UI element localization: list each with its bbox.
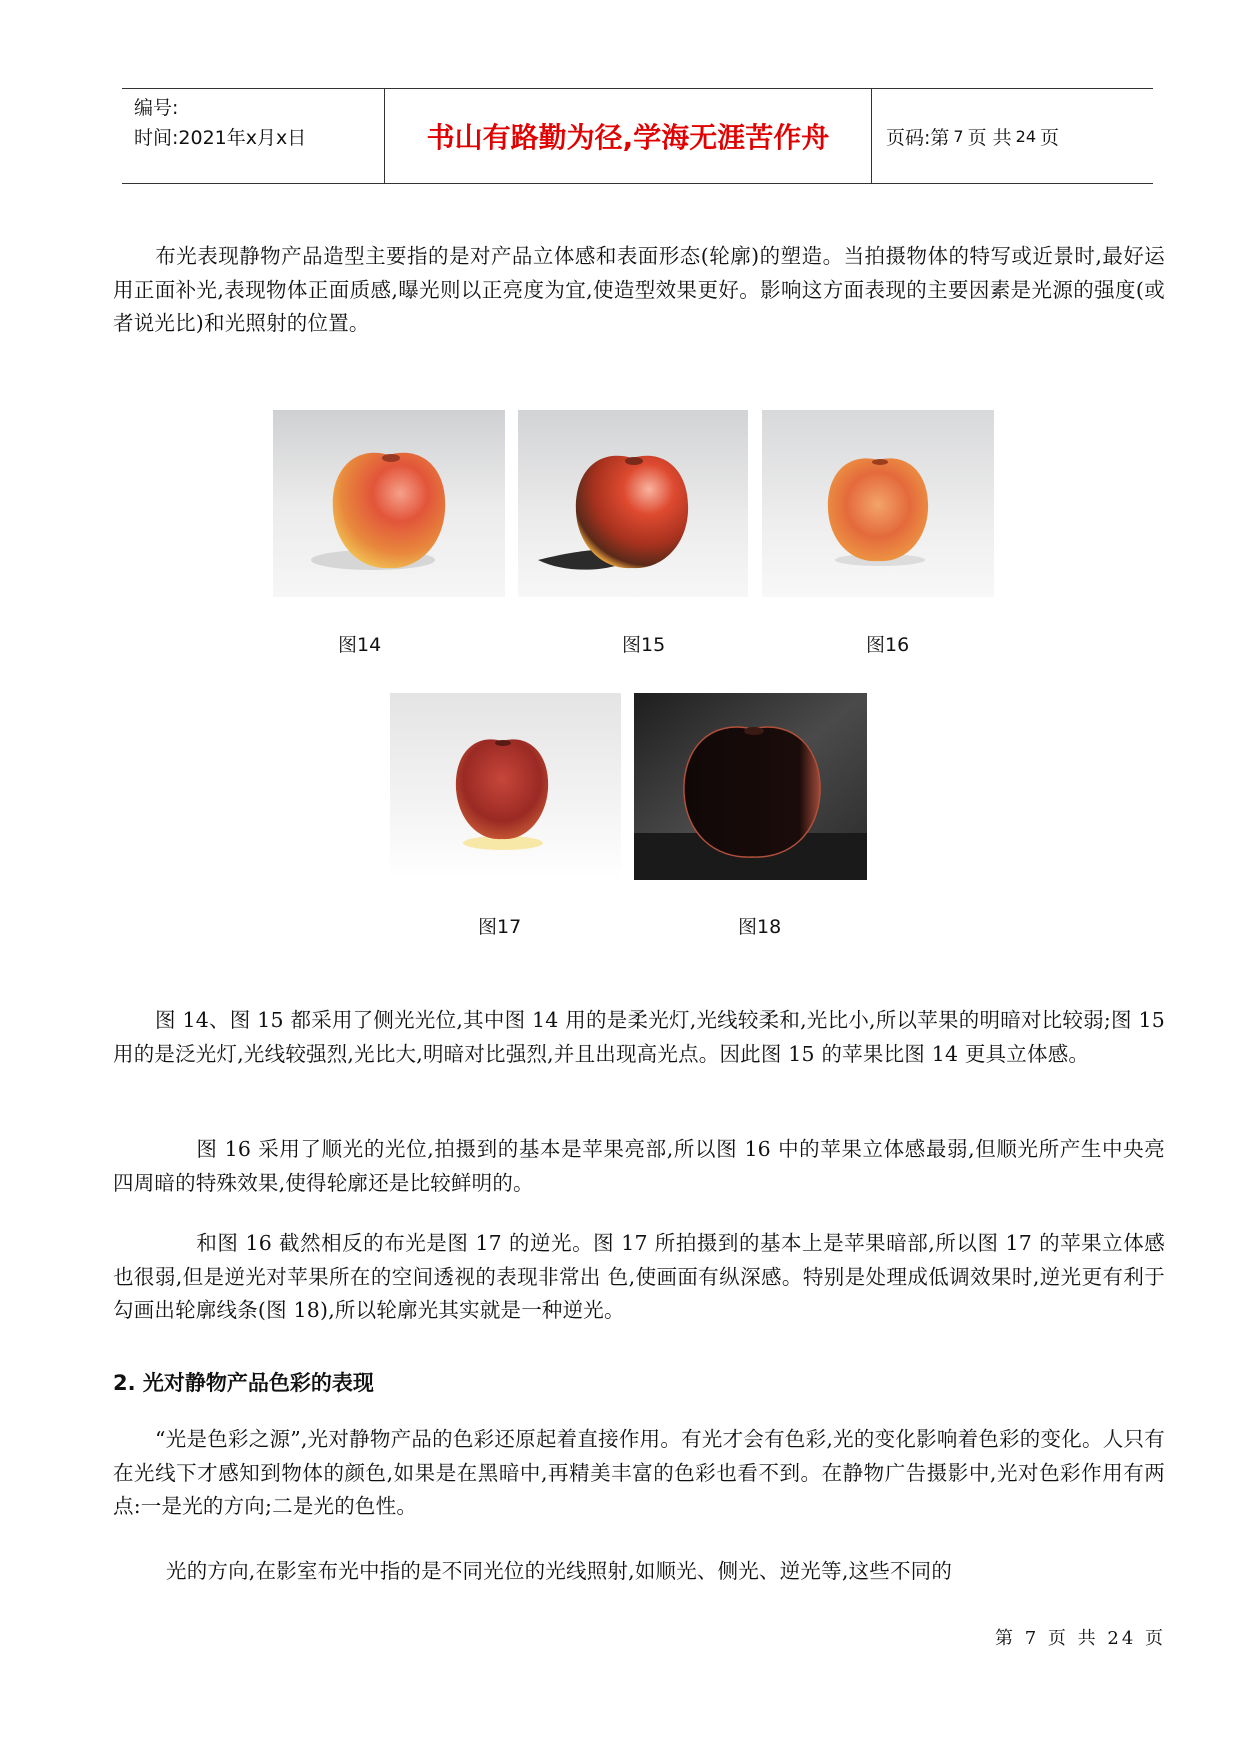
header-meta bbox=[122, 89, 384, 183]
figure-17-photo bbox=[390, 693, 621, 880]
page-total: 24 bbox=[1015, 126, 1036, 146]
page-footer: 第 7 页 共 24 页 bbox=[995, 1628, 1166, 1649]
paragraph-4-text: 和图 16 截然相反的布光是图 17 的逆光。图 17 所拍摄到的基本上是苹果暗部,所以图 17 的苹果立体感也很弱,但是逆光对苹果所在的空间透视的表现非常出 色,使画面有纵深感。特别是处理成低调效果时,逆光更有利于勾画出轮廓线条(图 18),所以轮廓光其实就是一种逆光。 bbox=[113, 1231, 1165, 1322]
time-label: 时间:2021年x月x日 bbox=[134, 127, 307, 149]
page-prefix: 页码:第 bbox=[886, 126, 950, 149]
page-mid: 页 共 bbox=[967, 126, 1012, 149]
paragraph-1 bbox=[113, 240, 1165, 341]
figure-17-caption: 图17 bbox=[478, 916, 522, 938]
paragraph-3 bbox=[113, 1133, 1165, 1200]
paragraph-4 bbox=[113, 1227, 1165, 1328]
paragraph-3-text: 图 16 采用了顺光的光位,拍摄到的基本是苹果亮部,所以图 16 中的苹果立体感最弱,但顺光所产生中央亮四周暗的特殊效果,使得轮廓还是比较鲜明的。 bbox=[113, 1137, 1165, 1195]
paragraph-1-text: 布光表现静物产品造型主要指的是对产品立体感和表面形态(轮廓)的塑造。当拍摄物体的特写或近景时,最好运用正面补光,表现物体正面质感,曝光则以正亮度为宜,使造型效果更好。影响这方面表现的主要因素是光源的强度(或者说光比)和光照射的位置。 bbox=[113, 244, 1165, 335]
figure-15-caption: 图15 bbox=[622, 634, 666, 656]
paragraph-5 bbox=[113, 1423, 1165, 1524]
page-current: 7 bbox=[953, 126, 964, 146]
paragraph-5-text: “光是色彩之源”,光对静物产品的色彩还原起着直接作用。有光才会有色彩,光的变化影响着色彩的变化。人只有在光线下才感知到物体的颜色,如果是在黑暗中,再精美丰富的色彩也看不到。在静物广告摄影中,光对色彩作用有两点:一是光的方向;二是光的色性。 bbox=[113, 1427, 1165, 1518]
page-suffix: 页 bbox=[1040, 126, 1060, 149]
figure-16-photo bbox=[762, 410, 994, 597]
figure-14-caption: 图14 bbox=[338, 634, 382, 656]
figure-18-caption: 图18 bbox=[738, 916, 782, 938]
paragraph-6-text: 光的方向,在影室布光中指的是不同光位的光线照射,如顺光、侧光、逆光等,这些不同的 bbox=[166, 1559, 953, 1583]
figure-14-photo bbox=[273, 410, 505, 597]
paragraph-2 bbox=[113, 1004, 1165, 1071]
section-heading: 2. 光对静物产品色彩的表现 bbox=[113, 1371, 374, 1395]
header-page-info bbox=[872, 89, 1153, 183]
number-label: 编号: bbox=[134, 97, 179, 119]
page-header bbox=[122, 88, 1153, 184]
figure-15-photo bbox=[518, 410, 748, 597]
paragraph-2-text: 图 14、图 15 都采用了侧光光位,其中图 14 用的是柔光灯,光线较柔和,光比小,所以苹果的明暗对比较弱;图 15 用的是泛光灯,光线较强烈,光比大,明暗对比强烈,并且出现高光点。因此图 15 的苹果比图 14 更具立体感。 bbox=[113, 1008, 1165, 1066]
figure-16-caption: 图16 bbox=[866, 634, 910, 656]
paragraph-6 bbox=[113, 1555, 1165, 1589]
header-motto: 书山有路勤为径,学海无涯苦作舟 bbox=[384, 89, 872, 183]
figure-18-photo bbox=[634, 693, 867, 880]
